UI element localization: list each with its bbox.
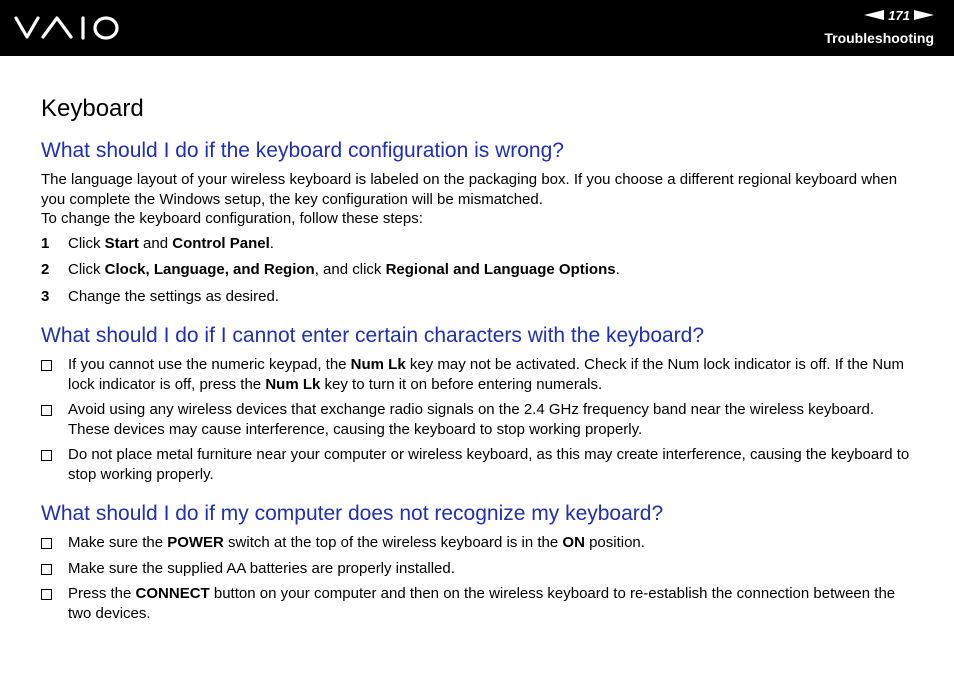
bullet-item	[41, 584, 916, 623]
step-item	[41, 234, 916, 254]
page-header	[0, 0, 954, 56]
bullet-text: If you cannot use the numeric keypad, the Num Lk key may not be activated. Check if the Num lock indicator is off. If the Num lock indicator is off, press the Num Lk key to turn it on before entering numerals.	[68, 356, 904, 393]
section-heading-recognize: What should I do if my computer does not recognize my keyboard?	[41, 502, 664, 525]
checkbox-bullet-icon	[41, 355, 68, 394]
triangle-right-icon[interactable]	[914, 8, 934, 23]
checkbox-bullet-icon	[41, 533, 68, 553]
section-heading-config: What should I do if the keyboard configuration is wrong?	[41, 139, 564, 162]
checkbox-bullet-icon	[41, 400, 68, 439]
section-heading-characters: What should I do if I cannot enter certain characters with the keyboard?	[41, 324, 705, 347]
page-content	[41, 95, 916, 623]
checkbox-bullet-icon	[41, 445, 68, 484]
section-label: Troubleshooting	[824, 30, 934, 46]
bullet-item	[41, 445, 916, 484]
page-nav	[864, 7, 934, 23]
bullet-text: Make sure the POWER switch at the top of the wireless keyboard is in the ON position.	[68, 534, 645, 551]
step-number: 1	[41, 234, 50, 252]
checkbox-bullet-icon	[41, 559, 68, 579]
intro-paragraph: The language layout of your wireless keyboard is labeled on the packaging box. If you choose a different regional keyboard when you complete the Windows setup, the key configuration will be mismatched.	[41, 171, 898, 208]
bullet-item	[41, 533, 916, 553]
step-text: Click Start and Control Panel.	[68, 234, 274, 252]
bullet-text: Press the CONNECT button on your computer and then on the wireless keyboard to re-establish the connection between the two devices.	[68, 585, 896, 622]
step-number: 3	[41, 287, 50, 305]
bullet-text: Avoid using any wireless devices that exchange radio signals on the 2.4 GHz frequency band near the wireless keyboard. These devices may cause interference, causing the keyboard to stop working properly.	[68, 401, 875, 438]
page-number: 171	[888, 7, 910, 23]
bullet-item	[41, 400, 916, 439]
vaio-logo	[14, 14, 120, 47]
step-item	[41, 287, 916, 307]
checkbox-bullet-icon	[41, 584, 68, 623]
bullet-item	[41, 355, 916, 394]
step-item	[41, 260, 916, 280]
step-text: Click Clock, Language, and Region, and click Regional and Language Options.	[68, 261, 620, 278]
page-title: Keyboard	[41, 95, 144, 122]
bullet-item	[41, 559, 916, 579]
bullet-text: Do not place metal furniture near your computer or wireless keyboard, as this may create interference, causing the keyboard to stop working properly.	[68, 446, 910, 483]
step-text: Change the settings as desired.	[68, 287, 279, 305]
step-number: 2	[41, 261, 50, 278]
bullet-text: Make sure the supplied AA batteries are properly installed.	[68, 559, 455, 577]
triangle-left-icon[interactable]	[864, 8, 884, 23]
intro-paragraph: To change the keyboard configuration, follow these steps:	[41, 210, 423, 227]
